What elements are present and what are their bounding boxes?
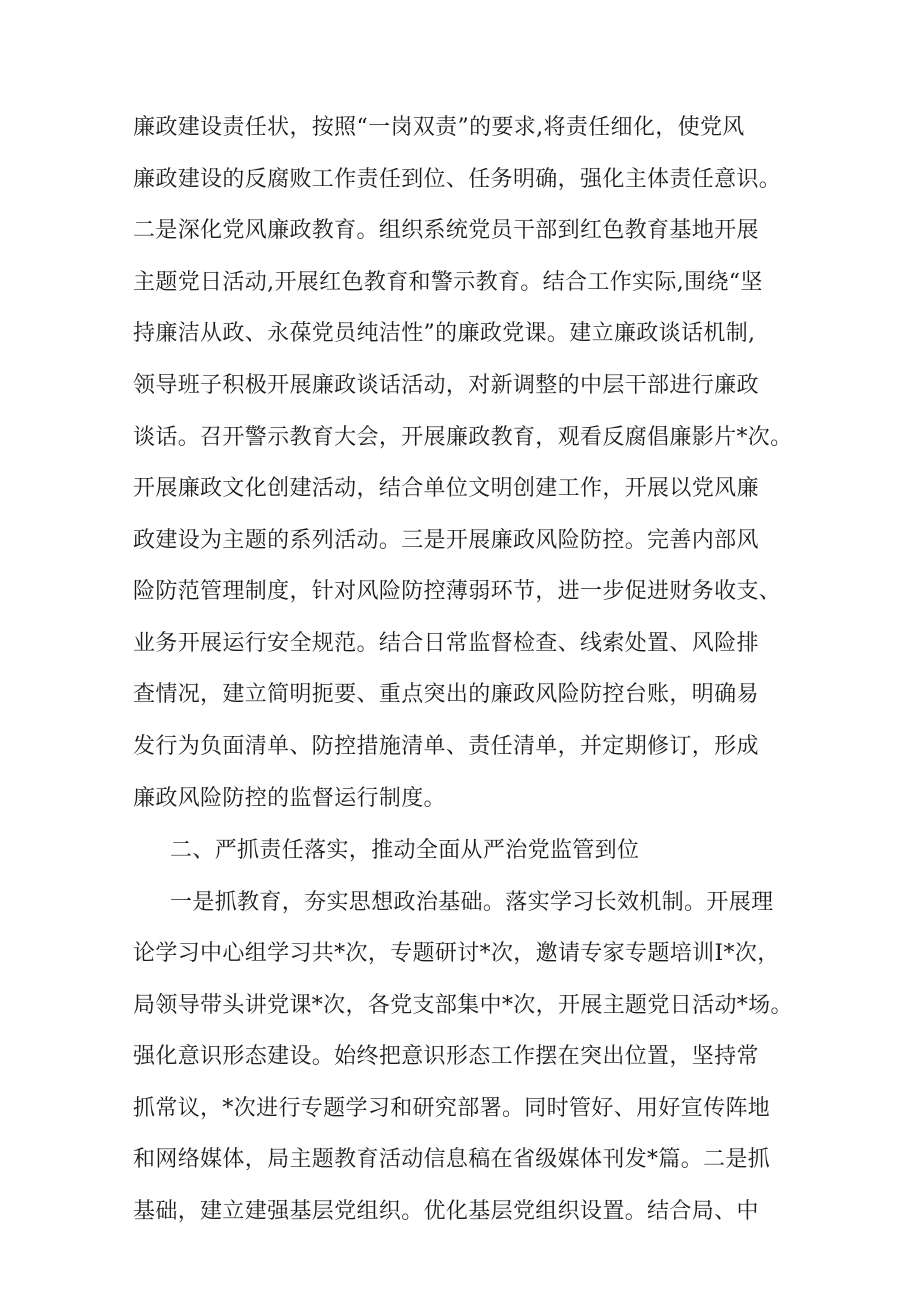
text-line: 二是深化党风廉政教育。组织系统党员干部到红色教育基地开展 (133, 218, 759, 243)
section-heading: 二、严抓责任落实，推动全面从严治党监管到位 (170, 838, 640, 863)
text-line: 局领导带头讲党课*次，各党支部集中*次，开展主题党日活动*场。 (133, 993, 793, 1018)
text-line: 领导班子积极开展廉政谈话活动，对新调整的中层干部进行廉政 (133, 373, 759, 398)
text-line: 基础，建立建强基层党组织。优化基层党组织设置。结合局、中 (133, 1199, 759, 1224)
text-line: 强化意识形态建设。始终把意识形态工作摆在突出位置，坚持常 (133, 1044, 759, 1069)
text-line: 查情况，建立简明扼要、重点突出的廉政风险防控台账，明确易 (133, 682, 759, 707)
text-line: 主题党日活动,开展红色教育和警示教育。结合工作实际,围绕“坚 (133, 270, 763, 295)
text-line: 发行为负面清单、防控措施清单、责任清单，并定期修订，形成 (133, 734, 759, 759)
text-line: 险防范管理制度，针对风险防控薄弱环节，进一步促进财务收支、 (133, 579, 782, 604)
text-line: 谈话。召开警示教育大会，开展廉政教育，观看反腐倡廉影片*次。 (133, 425, 793, 450)
text-line: 论学习中心组学习共*次，专题研讨*次，邀请专家专题培训I*次， (133, 941, 780, 966)
text-line: 政建设为主题的系列活动。三是开展廉政风险防控。完善内部风 (133, 528, 759, 553)
text-line: 廉政风险防控的监督运行制度。 (133, 786, 446, 811)
text-line: 一是抓教育，夯实思想政治基础。落实学习长效机制。开展理 (170, 890, 774, 915)
text-line: 持廉洁从政、永葆党员纯洁性”的廉政党课。建立廉政谈话机制, (133, 321, 756, 346)
text-line: 和网络媒体，局主题教育活动信息稿在省级媒体刊发*篇。二是抓 (133, 1147, 771, 1172)
text-line: 抓常议，*次进行专题学习和研究部署。同时管好、用好宣传阵地 (133, 1096, 771, 1121)
text-line: 廉政建设的反腐败工作责任到位、任务明确，强化主体责任意识。 (133, 167, 782, 192)
text-line: 廉政建设责任状，按照“一岗双责”的要求,将责任细化，使党风 (133, 115, 745, 140)
text-line: 业务开展运行安全规范。结合日常监督检查、线索处置、风险排 (133, 631, 759, 656)
text-line: 开展廉政文化创建活动，结合单位文明创建工作，开展以党风廉 (133, 476, 759, 501)
